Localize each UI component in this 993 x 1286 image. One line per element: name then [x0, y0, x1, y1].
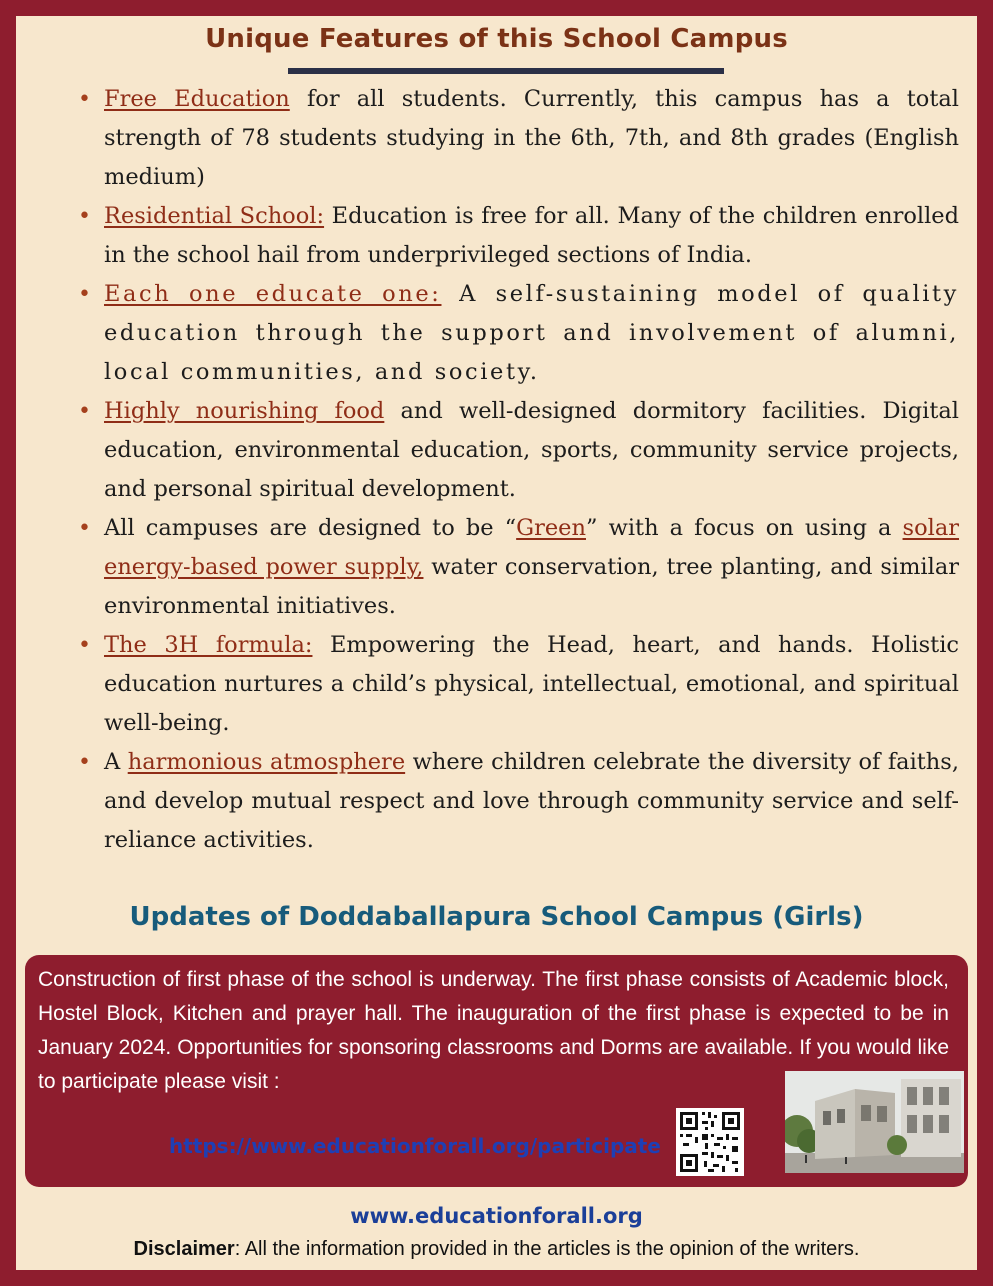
feature-prefix: All campuses are designed to be “ [104, 515, 517, 541]
campus-building-illustration [785, 1071, 964, 1173]
feature-highlight[interactable]: Highly nourishing food [104, 398, 385, 424]
list-item [104, 743, 959, 860]
qr-code[interactable] [676, 1108, 744, 1176]
campus-photo [785, 1071, 964, 1173]
feature-text: water conservation, tree planting, and similar environmental initiatives. [104, 554, 959, 619]
list-item [104, 392, 959, 509]
feature-text: Empowering the Head, heart, and hands. Holistic education nurtures a child’s physical, intellectual, emotional, and spiritual well-being. [104, 632, 960, 736]
updates-body: Construction of first phase of the school is underway. The first phase consists of Academic block, Hostel Block, Kitchen and prayer hall. The inauguration of the first phase is expected to be in January 2024. Opportunities for sponsoring classrooms and Dorms are available. If you would like to participate please visit : [38, 968, 949, 1093]
feature-highlight[interactable]: Each one educate one: [104, 281, 442, 307]
qr-code-graphic [676, 1108, 744, 1176]
feature-text: for all students. Currently, this campus has a total strength of 78 students studying in the 6th, 7th, and 8th grades (English medium) [104, 86, 959, 190]
feature-text: and well-designed dormitory facilities. Digital education, environmental education, sports, community service projects, and personal spiritual development. [104, 398, 959, 502]
list-item [104, 197, 959, 275]
updates-heading: Updates of Doddaballapura School Campus (Girls) [129, 902, 864, 932]
feature-highlight[interactable]: Green [516, 515, 586, 541]
website-link[interactable]: www.educationforall.org [350, 1204, 643, 1228]
list-item [104, 80, 959, 197]
disclaimer [16, 1238, 977, 1261]
feature-highlight[interactable]: Residential School: [104, 203, 325, 229]
feature-text: where children celebrate the diversity of faiths, and develop mutual respect and love through community service and self-reliance activities. [104, 749, 959, 853]
updates-box [25, 955, 968, 1187]
feature-list [78, 80, 959, 860]
list-item [104, 509, 959, 626]
feature-highlight-2[interactable]: solar energy-based power supply, [104, 515, 960, 580]
feature-highlight[interactable]: Free Education [104, 86, 290, 112]
title-divider [288, 68, 724, 74]
page-title: Unique Features of this School Campus [205, 24, 788, 54]
disclaimer-text: : All the information provided in the articles is the opinion of the writers. [234, 1238, 860, 1260]
list-item [104, 275, 959, 392]
feature-prefix: A [104, 749, 128, 775]
disclaimer-label: Disclaimer [133, 1238, 235, 1260]
feature-highlight[interactable]: The 3H formula: [104, 632, 313, 658]
list-item [104, 626, 959, 743]
feature-middle: ” with a focus on using a [586, 515, 903, 541]
feature-text: A self-sustaining model of quality education through the support and involvement of alumni, local communities, and society. [104, 281, 959, 385]
page [16, 16, 977, 1270]
feature-highlight[interactable]: harmonious atmosphere [127, 749, 406, 775]
feature-text: Education is free for all. Many of the children enrolled in the school hail from underprivileged sections of India. [104, 203, 959, 268]
participate-link[interactable]: https://www.educationforall.org/participate [169, 1134, 661, 1158]
